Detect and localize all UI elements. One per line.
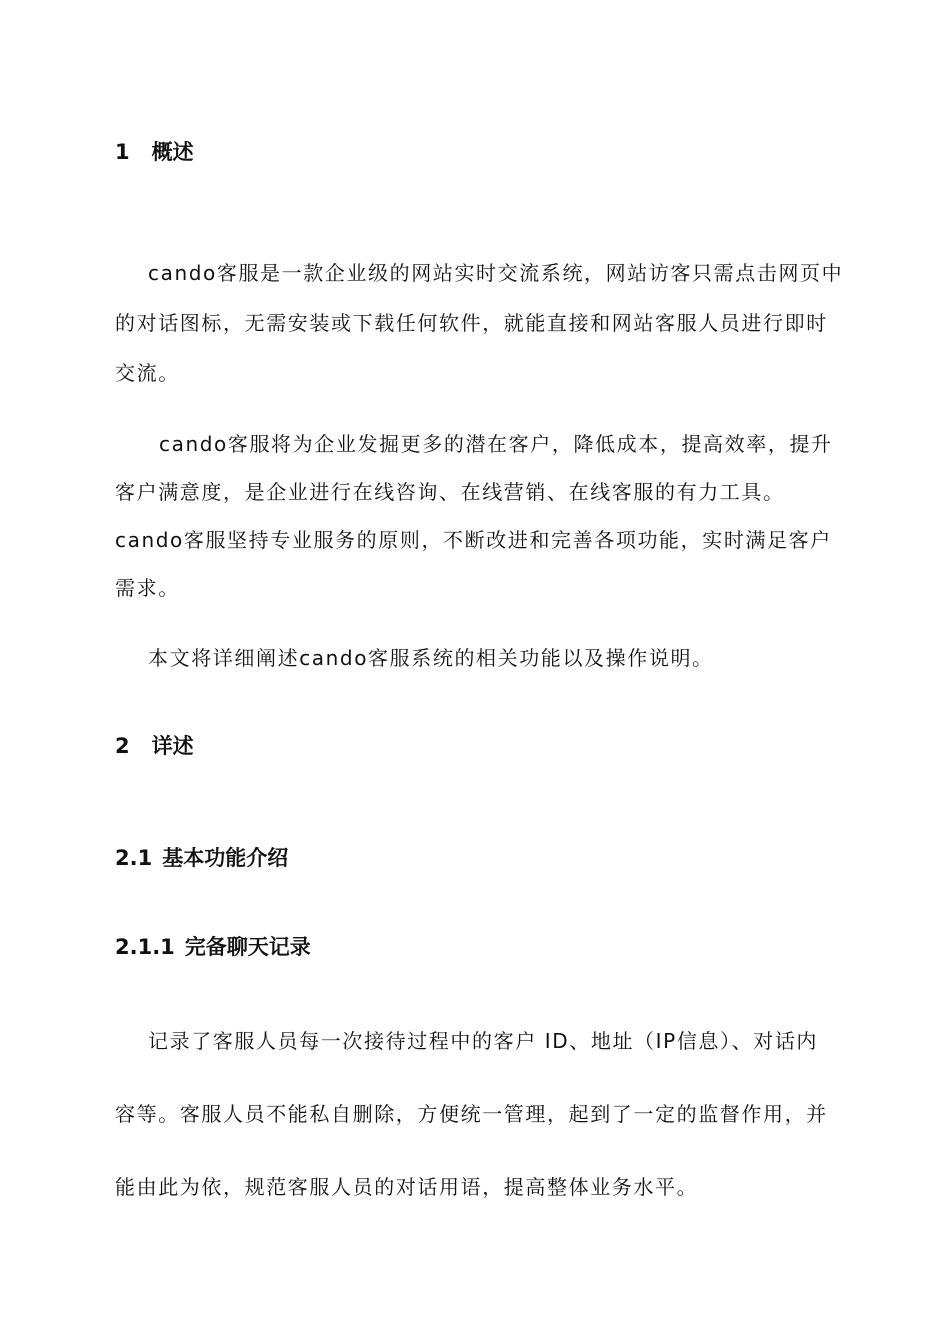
paragraph-line: 容等。客服人员不能私自删除，方便统一管理，起到了一定的监督作用，并 [115,1102,828,1126]
paragraph-intro [115,248,865,398]
paragraph-benefits [115,420,865,516]
paragraph-line: 需求。 [115,576,180,600]
paragraph-line: 本文将详细阐述cando客服系统的相关功能以及操作说明。 [148,646,714,670]
paragraph-principles [115,516,865,612]
section-title: 完备聊天记录 [184,935,311,959]
paragraph-line: 客户满意度，是企业进行在线咨询、在线营销、在线客服的有力工具。 [115,480,785,504]
section-heading-2 [115,736,194,757]
paragraph-line: cando客服坚持专业服务的原则，不断改进和完善各项功能，实时满足客户 [115,528,832,552]
section-number: 2 [115,734,130,758]
section-number: 1 [115,140,130,164]
section-title: 概述 [151,140,194,164]
section-number: 2.1 [115,846,153,870]
section-title: 基本功能介绍 [162,846,289,870]
paragraph-line: 交流。 [115,361,180,385]
paragraph-line: 的对话图标，无需安装或下载任何软件，就能直接和网站客服人员进行即时 [115,311,828,335]
paragraph-line: 记录了客服人员每一次接待过程中的客户 ID、地址（IP信息）、对话内 [148,1029,819,1053]
section-title: 详述 [151,734,194,758]
section-number: 2.1.1 [115,935,175,959]
paragraph-chat-records [115,1005,865,1224]
paragraph-line: cando客服是一款企业级的网站实时交流系统，网站访客只需点击网页中 [148,261,844,285]
paragraph-purpose [115,640,865,676]
section-heading-2-1-1 [115,937,311,958]
section-heading-1 [115,142,194,163]
paragraph-line: cando客服将为企业发掘更多的潜在客户，降低成本，提高效率，提升 [159,432,833,456]
paragraph-line: 能由此为依，规范客服人员的对话用语，提高整体业务水平。 [115,1175,699,1199]
section-heading-2-1 [115,848,288,869]
